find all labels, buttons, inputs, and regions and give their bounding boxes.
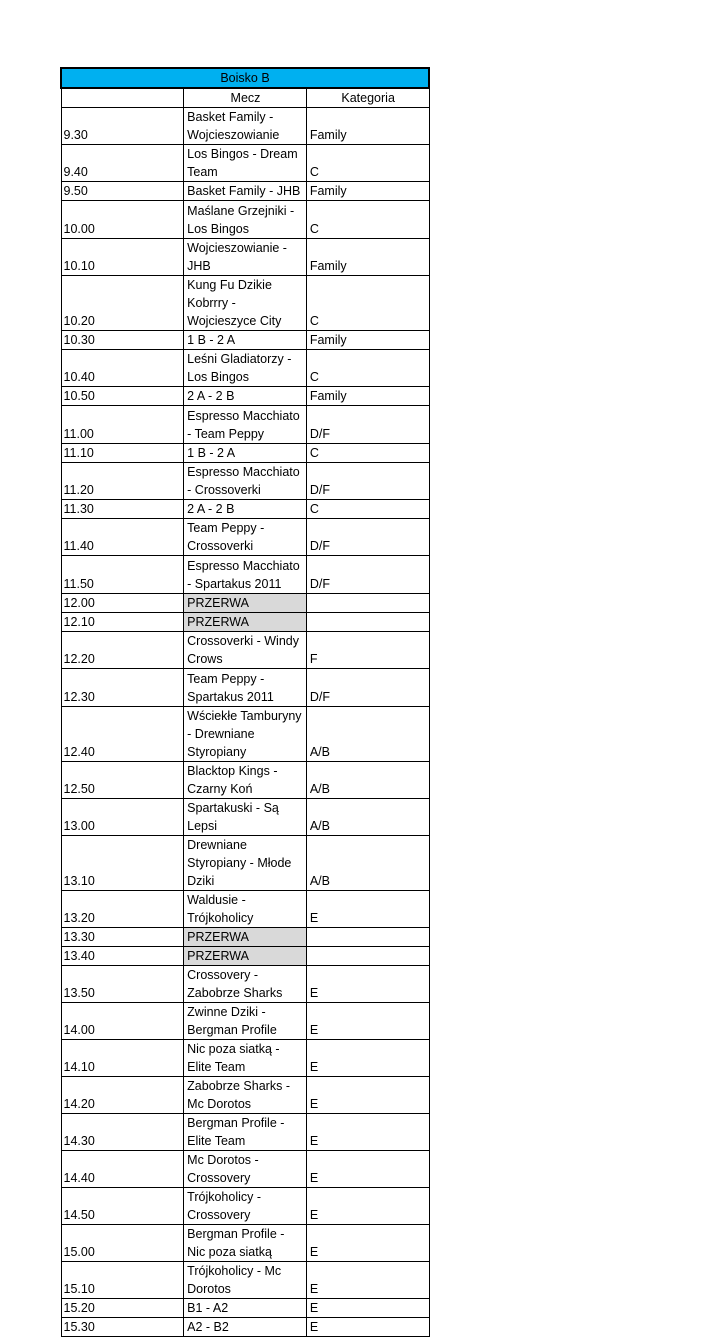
match-cell: 2 A - 2 B (184, 387, 307, 406)
match-row (61, 500, 429, 519)
time-cell: 12.20 (61, 632, 184, 669)
match-row (61, 1262, 429, 1299)
match-cell: Mc Dorotos - Crossovery (184, 1151, 307, 1188)
category-cell: D/F (306, 519, 429, 556)
time-cell: 12.00 (61, 594, 184, 613)
time-cell: 15.20 (61, 1299, 184, 1318)
time-cell: 9.50 (61, 182, 184, 201)
category-cell: Family (306, 108, 429, 145)
match-cell: Espresso Macchiato - Spartakus 2011 (184, 556, 307, 594)
match-row (61, 463, 429, 500)
time-cell: 10.30 (61, 331, 184, 350)
match-row (61, 1318, 429, 1337)
match-row (61, 239, 429, 276)
category-cell (306, 928, 429, 947)
time-cell: 15.10 (61, 1262, 184, 1299)
time-cell: 13.20 (61, 891, 184, 928)
match-cell: Spartakuski - Są Lepsi (184, 799, 307, 836)
match-cell: Team Peppy - Crossoverki (184, 519, 307, 556)
match-cell: Basket Family - JHB (184, 182, 307, 201)
break-row (61, 947, 429, 966)
match-cell: Maślane Grzejniki - Los Bingos (184, 201, 307, 239)
time-cell: 10.40 (61, 350, 184, 387)
match-row (61, 1225, 429, 1262)
break-row (61, 928, 429, 947)
match-row (61, 1188, 429, 1225)
match-row (61, 1077, 429, 1114)
match-row (61, 406, 429, 444)
match-row (61, 1114, 429, 1151)
match-row (61, 444, 429, 463)
category-cell: C (306, 500, 429, 519)
match-row (61, 891, 429, 928)
match-row (61, 632, 429, 669)
category-cell: E (306, 1262, 429, 1299)
match-row (61, 519, 429, 556)
match-cell: PRZERWA (184, 928, 307, 947)
time-cell: 14.50 (61, 1188, 184, 1225)
match-cell: A2 - B2 (184, 1318, 307, 1337)
category-cell: E (306, 1003, 429, 1040)
time-cell: 10.50 (61, 387, 184, 406)
match-cell: Trójkoholicy - Crossovery (184, 1188, 307, 1225)
match-cell: Los Bingos - Dream Team (184, 145, 307, 182)
column-header-category: Kategoria (306, 88, 429, 108)
category-cell: Family (306, 239, 429, 276)
category-cell: A/B (306, 707, 429, 762)
break-row (61, 594, 429, 613)
category-cell: E (306, 891, 429, 928)
match-row (61, 387, 429, 406)
category-cell: E (306, 1188, 429, 1225)
break-row (61, 613, 429, 632)
time-cell: 12.10 (61, 613, 184, 632)
time-cell: 14.40 (61, 1151, 184, 1188)
time-cell: 11.20 (61, 463, 184, 500)
match-row (61, 276, 429, 331)
time-cell: 11.50 (61, 556, 184, 594)
category-cell (306, 947, 429, 966)
match-cell: Zwinne Dziki - Bergman Profile (184, 1003, 307, 1040)
category-cell: E (306, 1225, 429, 1262)
time-cell: 11.10 (61, 444, 184, 463)
column-header-time (61, 88, 184, 108)
category-cell: C (306, 145, 429, 182)
category-cell: A/B (306, 799, 429, 836)
time-cell: 13.40 (61, 947, 184, 966)
match-cell: Wściekłe Tamburyny - Drewniane Styropiany (184, 707, 307, 762)
match-cell: Waldusie - Trójkoholicy (184, 891, 307, 928)
category-cell: E (306, 1077, 429, 1114)
category-cell: E (306, 1318, 429, 1337)
match-cell: Trójkoholicy - Mc Dorotos (184, 1262, 307, 1299)
match-row (61, 799, 429, 836)
time-cell: 14.10 (61, 1040, 184, 1077)
sheet-title: Boisko B (61, 68, 429, 88)
match-cell: Zabobrze Sharks - Mc Dorotos (184, 1077, 307, 1114)
match-cell: Espresso Macchiato - Crossoverki (184, 463, 307, 500)
category-cell: D/F (306, 463, 429, 500)
time-cell: 9.40 (61, 145, 184, 182)
match-row (61, 145, 429, 182)
schedule-table (60, 67, 430, 1337)
match-row (61, 556, 429, 594)
time-cell: 12.40 (61, 707, 184, 762)
match-cell: 1 B - 2 A (184, 331, 307, 350)
category-cell: E (306, 1151, 429, 1188)
category-cell (306, 594, 429, 613)
schedule-sheet (60, 67, 430, 1337)
title-row (61, 68, 429, 88)
match-row (61, 1003, 429, 1040)
time-cell: 13.00 (61, 799, 184, 836)
category-cell: D/F (306, 406, 429, 444)
time-cell: 9.30 (61, 108, 184, 145)
time-cell: 14.00 (61, 1003, 184, 1040)
time-cell: 11.40 (61, 519, 184, 556)
time-cell: 14.30 (61, 1114, 184, 1151)
match-cell: Team Peppy - Spartakus 2011 (184, 669, 307, 707)
category-cell (306, 613, 429, 632)
category-cell: D/F (306, 556, 429, 594)
category-cell: A/B (306, 762, 429, 799)
match-cell: 2 A - 2 B (184, 500, 307, 519)
time-cell: 12.50 (61, 762, 184, 799)
category-cell: F (306, 632, 429, 669)
time-cell: 10.10 (61, 239, 184, 276)
time-cell: 11.30 (61, 500, 184, 519)
time-cell: 10.00 (61, 201, 184, 239)
time-cell: 14.20 (61, 1077, 184, 1114)
time-cell: 11.00 (61, 406, 184, 444)
category-cell: C (306, 276, 429, 331)
category-cell: E (306, 1299, 429, 1318)
match-cell: Blacktop Kings - Czarny Koń (184, 762, 307, 799)
time-cell: 13.10 (61, 836, 184, 891)
time-cell: 15.00 (61, 1225, 184, 1262)
match-row (61, 966, 429, 1003)
match-cell: Crossovery - Zabobrze Sharks (184, 966, 307, 1003)
match-row (61, 1299, 429, 1318)
match-cell: Bergman Profile - Elite Team (184, 1114, 307, 1151)
time-cell: 13.50 (61, 966, 184, 1003)
match-cell: Crossoverki - Windy Crows (184, 632, 307, 669)
match-cell: Wojcieszowianie - JHB (184, 239, 307, 276)
column-header-match: Mecz (184, 88, 307, 108)
category-cell: E (306, 1040, 429, 1077)
match-cell: Espresso Macchiato - Team Peppy (184, 406, 307, 444)
match-cell: 1 B - 2 A (184, 444, 307, 463)
match-row (61, 669, 429, 707)
match-row (61, 331, 429, 350)
match-row (61, 762, 429, 799)
match-cell: Nic poza siatką - Elite Team (184, 1040, 307, 1077)
match-row (61, 836, 429, 891)
time-cell: 13.30 (61, 928, 184, 947)
category-cell: Family (306, 387, 429, 406)
match-row (61, 707, 429, 762)
category-cell: Family (306, 331, 429, 350)
time-cell: 12.30 (61, 669, 184, 707)
match-cell: Drewniane Styropiany - Młode Dziki (184, 836, 307, 891)
match-cell: Basket Family - Wojcieszowianie (184, 108, 307, 145)
category-cell: E (306, 1114, 429, 1151)
match-row (61, 201, 429, 239)
match-cell: PRZERWA (184, 947, 307, 966)
category-cell: C (306, 350, 429, 387)
match-cell: PRZERWA (184, 594, 307, 613)
category-cell: Family (306, 182, 429, 201)
match-row (61, 108, 429, 145)
match-cell: B1 - A2 (184, 1299, 307, 1318)
category-cell: C (306, 201, 429, 239)
match-row (61, 350, 429, 387)
match-row (61, 1040, 429, 1077)
match-cell: PRZERWA (184, 613, 307, 632)
category-cell: E (306, 966, 429, 1003)
category-cell: C (306, 444, 429, 463)
match-row (61, 182, 429, 201)
match-cell: Bergman Profile - Nic poza siatką (184, 1225, 307, 1262)
category-cell: D/F (306, 669, 429, 707)
match-cell: Leśni Gladiatorzy - Los Bingos (184, 350, 307, 387)
match-cell: Kung Fu Dzikie Kobrrry - Wojcieszyce City (184, 276, 307, 331)
column-header-row (61, 88, 429, 108)
category-cell: A/B (306, 836, 429, 891)
match-row (61, 1151, 429, 1188)
time-cell: 15.30 (61, 1318, 184, 1337)
time-cell: 10.20 (61, 276, 184, 331)
